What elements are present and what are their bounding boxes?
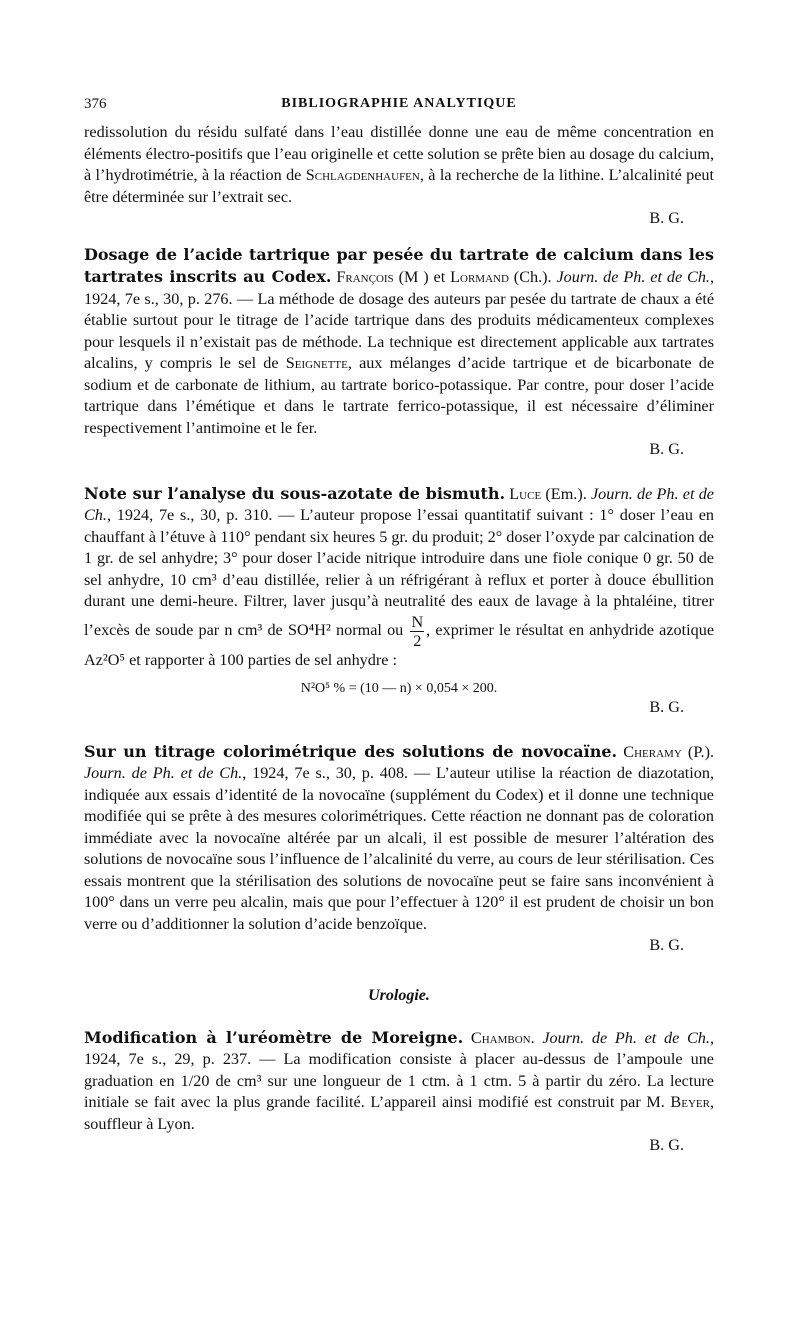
journal-ref: Journ. de Ph. et de Ch. — [84, 484, 714, 524]
article-tartrique: Dosage de l’acide tartrique par pesée du tartrate de calcium dans les tartrates inscrits au Codex. François (M ) et Lormand (Ch.). Journ. de Ph. et de Ch., 1924, 7e s., 30, p. 276. — La méthode de dosage des auteurs par pesée du tartrate de chaux a été établie surtout pour le titrage de l’acide tartrique dans des produits médicamenteux complexes pour lesquels il n’existait pas de méthode. La technique est directement applicable aux tartrates alcalins, y compris le sel de Seignette, aux mélanges d’acide tartrique et de bicarbonate de sodium et de carbonate de lithium, au tartrate borico-potassique. Par contre, pour doser l’acide tartrique dans l’émétique et dans le tartrate ferrico-potassique, il est nécessaire d’éliminer respectivement l’antimoine et le fer. — [84, 244, 715, 437]
article-bismuth: Note sur l’analyse du sous-azotate de bismuth. Luce (Em.). Journ. de Ph. et de Ch., 1924, 7e s., 30, p. 310. — L’auteur propose l’essai quantitatif suivant : 1° doser l’eau en chauffant à l’étuve à 110° pendant six heures 5 gr. du produit; 2° doser l’oxyde par calcination de 1 gr. de sel anhydre; 3° pour doser l’acide nitrique introduire dans une fiole conique 0 gr. 50 de sel anhydre, 10 cm³ d’eau distillée, relier à un réfrigérant à reflux et porter à douce ébullition durant une demi-heure. Filtrer, laver jusqu’à neutralité des eaux de lavage à la phtaléine, titrer l’excès de soude par n cm³ de SO⁴H² normal ou $\frac{N}{2}$ , exprimer le résultat en anhydride azotique Az²O⁵ et rapporter à 100 parties de sel anhydre : — [84, 483, 715, 669]
section-heading-urologie: Urologie. — [368, 986, 430, 1004]
journal-ref: Journ. de Ph. et de Ch. — [556, 268, 710, 286]
article-title: Dosage de l’acide tartrique par pesée du tartrate de calcium dans les tartrates inscrits au Codex. — [84, 244, 714, 286]
article-title: Modification à l’uréomètre de Moreigne. — [84, 1027, 464, 1047]
page-header — [84, 96, 714, 122]
running-title: BIBLIOGRAPHIE ANALYTIQUE — [281, 96, 517, 111]
article-title: Note sur l’analyse du sous-azotate de bismuth. — [84, 483, 506, 503]
article-title: Sur un titrage colorimétrique des solutions de novocaïne. — [84, 741, 618, 761]
intro-paragraph: redissolution du résidu sulfaté dans l’eau distillée donne une eau de même concentration en éléments électro-positifs que l’eau originelle et cette solution se prête bien au dosage du calcium, à l’hydrotimétrie, à la réaction de Schlagdenhaufen, à la recherche de la lithine. L’alcalinité peut être déterminée sur l’extrait sec. — [84, 123, 714, 206]
journal-ref: Journ. de Ph. et de Ch. — [542, 1028, 710, 1047]
journal-ref: Journ. de Ph. et de Ch. — [84, 764, 243, 782]
signature: B. G. — [649, 698, 684, 716]
formula: N²O⁵ % = (10 — n) × 0,054 × 200. — [300, 681, 498, 696]
signature: B. G. — [649, 440, 684, 458]
signature: B. G. — [649, 209, 684, 227]
name-schlagdenhaufen: Schlagdenhaufen — [305, 166, 420, 184]
article-ureometre: Modification à l’uréomètre de Moreigne. Chambon. Journ. de Ph. et de Ch., 1924, 7e s., 29, p. 237. — La modification consiste à placer au-dessus de l’ampoule une graduation en 1/20 de cm³ sur une longueur de 1 ctm. à 1 ctm. 5 à partir du zéro. La lecture initiale se fait avec la plus grande facilité. L’appareil ainsi modifié est construit par M. Beyer, souffleur à Lyon. — [84, 1027, 714, 1133]
page-number: 376 — [84, 96, 107, 112]
signature: B. G. — [649, 936, 684, 954]
journal-page — [84, 96, 714, 1157]
signature: B. G. — [649, 1136, 684, 1154]
fraction-n-over-2: $\frac{N}{2}$ — [411, 612, 424, 650]
article-novocaine: Sur un titrage colorimétrique des solutions de novocaïne. Cheramy (P.). Journ. de Ph. et de Ch., 1924, 7e s., 30, p. 408. — L’auteur utilise la réaction de diazotation, indiquée aux essais d’identité de la novocaïne (supplément du Codex) et il donne une technique modifiée qui se prête à des mesures colorimétriques. Cette réaction ne donnant pas de coloration immédiate avec la novocaïne altérée par un alcali, il est possible de mesurer l’altération des solutions de novocaïne sous l’influence de l’alcalinité du verre, au cours de leur stérilisation. Ces essais montrent que la stérilisation des solutions de novocaïne peut se faire sans inconvénient à 100° dans un verre peu alcalin, mais que pour l’effectuer à 120° il est prudent de choisir un bon verre ou d’additionner la solution d’acide benzoïque. — [84, 741, 715, 933]
